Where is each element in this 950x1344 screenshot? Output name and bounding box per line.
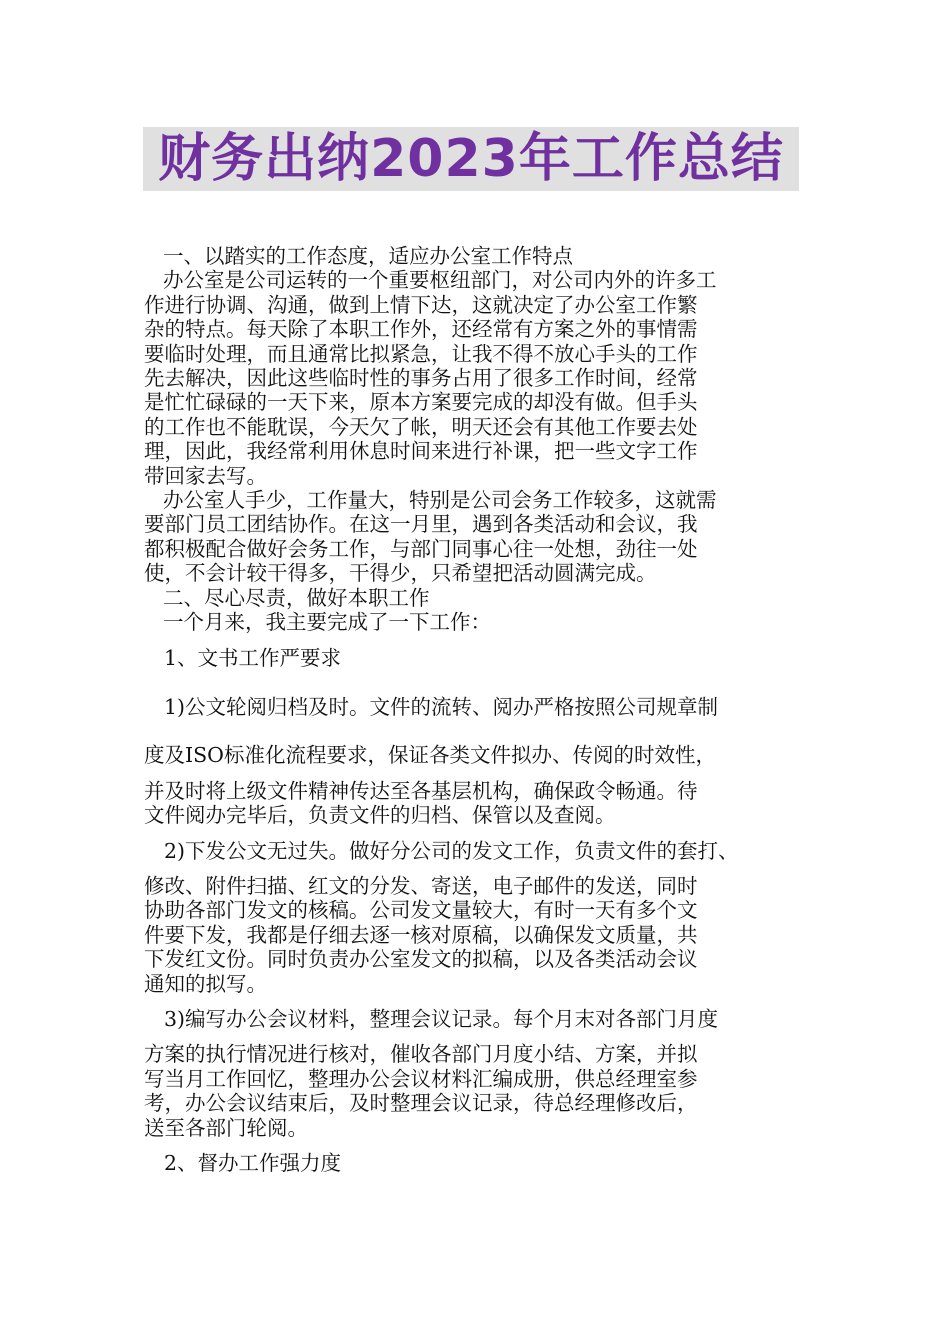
paragraph-line: 先去解决，因此这些临时性的事务占用了很多工作时间，经常 <box>144 366 698 391</box>
section-heading: 一、以踏实的工作态度，适应办公室工作特点 <box>163 244 573 268</box>
paragraph-line: 写当月工作回忆，整理办公会议材料汇编成册，供总经理室参 <box>144 1066 698 1091</box>
paragraph-line: 件要下发，我都是仔细去逐一核对原稿，以确保发文质量，共 <box>144 922 698 947</box>
paragraph-line: 送至各部门轮阅。 <box>144 1115 308 1140</box>
paragraph-line: 是忙忙碌碌的一天下来，原本方案要完成的却没有做。但手头 <box>144 390 698 415</box>
paragraph-line: 1)公文轮阅归档及时。文件的流转、阅办严格按照公司规章制 <box>164 694 719 719</box>
item-heading: 2、督办工作强力度 <box>164 1151 342 1175</box>
paragraph-line: 一个月来，我主要完成了一下工作： <box>163 610 491 635</box>
paragraph-line: 3)编写办公会议材料，整理会议记录。每个月末对各部门月度 <box>164 1006 719 1031</box>
paragraph-line: 作进行协调、沟通，做到上情下达，这就决定了办公室工作繁 <box>144 292 698 317</box>
paragraph-line: 协助各部门发文的核稿。公司发文量较大，有时一天有多个文 <box>144 898 698 923</box>
paragraph-line: 要临时处理，而且通常比拟紧急，让我不得不放心手头的工作 <box>144 341 698 366</box>
paragraph-line: 文件阅办完毕后，负责文件的归档、保管以及查阅。 <box>144 803 616 828</box>
paragraph-line: 要部门员工团结协作。在这一月里，遇到各类活动和会议，我 <box>144 512 698 537</box>
paragraph-line: 办公室是公司运转的一个重要枢纽部门，对公司内外的许多工 <box>163 268 717 293</box>
paragraph-line: 理，因此，我经常利用休息时间来进行补课，把一些文字工作 <box>144 439 698 464</box>
paragraph-line: 通知的拟写。 <box>144 971 267 996</box>
paragraph-line: 修改、附件扫描、红文的分发、寄送，电子邮件的发送，同时 <box>144 873 698 898</box>
item-heading: 1、文书工作严要求 <box>164 645 342 670</box>
paragraph-line: 带回家去写。 <box>144 463 267 488</box>
document-body <box>144 244 808 1175</box>
paragraph-line: 并及时将上级文件精神传达至各基层机构，确保政令畅通。待 <box>144 778 698 803</box>
document-title: 财务出纳2023年工作总结 <box>158 129 784 189</box>
paragraph-line: 下发红文份。同时负责办公室发文的拟稿，以及各类活动会议 <box>144 947 698 972</box>
paragraph-line: 的工作也不能耽误，今天欠了帐，明天还会有其他工作要去处 <box>144 414 698 439</box>
paragraph-line: 度及ISO标准化流程要求，保证各类文件拟办、传阅的时效性， <box>144 743 716 768</box>
section-heading: 二、尽心尽责，做好本职工作 <box>163 585 430 610</box>
paragraph-line: 办公室人手少，工作量大，特别是公司会务工作较多，这就需 <box>163 488 717 513</box>
paragraph-line: 杂的特点。每天除了本职工作外，还经常有方案之外的事情需 <box>144 317 698 342</box>
title-highlight <box>143 127 799 191</box>
paragraph-line: 方案的执行情况进行核对，催收各部门月度小结、方案，并拟 <box>144 1042 698 1067</box>
paragraph-line: 2)下发公文无过失。做好分公司的发文工作，负责文件的套打、 <box>164 838 739 863</box>
paragraph-line: 都积极配合做好会务工作，与部门同事心往一处想，劲往一处 <box>144 536 698 561</box>
paragraph-line: 考，办公会议结束后，及时整理会议记录，待总经理修改后， <box>144 1091 698 1116</box>
paragraph-line: 使，不会计较干得多，干得少，只希望把活动圆满完成。 <box>144 561 657 586</box>
